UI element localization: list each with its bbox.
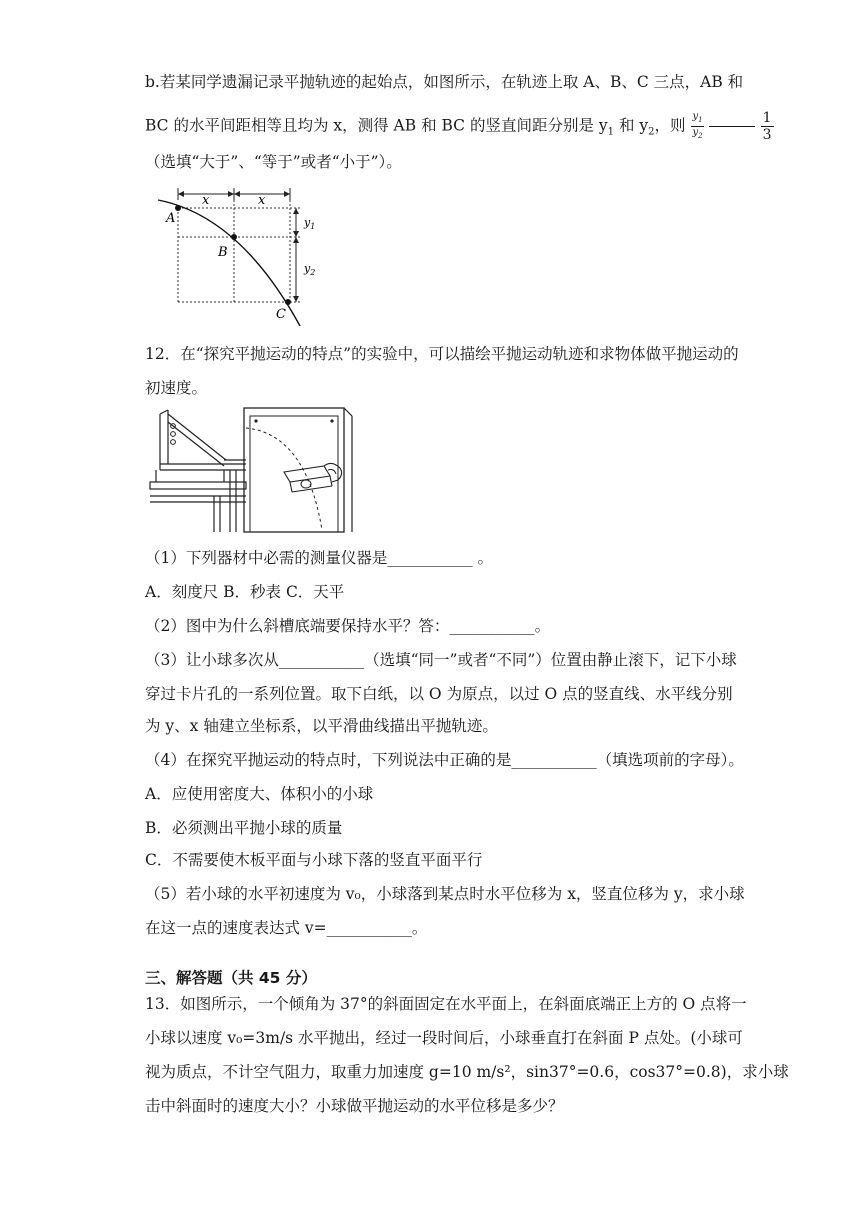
q12-sub-3-line-1: （3）让小球多次从___________（选填“同一”或者“不同”）位置由静止滚下，记下小球 <box>145 651 737 669</box>
ratio-denominator: $y_2$ <box>692 127 703 140</box>
q12-sub-5-line-1: （5）若小球的水平初速度为 v₀，小球落到某点时水平位移为 x，竖直位移为 y，求小球 <box>145 885 745 903</box>
point-b-label: B <box>218 245 228 260</box>
ratio-numerator: $y_1$ <box>691 111 703 127</box>
q12-sub-4-option-b: B．必须测出平抛小球的质量 <box>145 819 343 837</box>
q12-sub-5-line-2: 在这一点的速度表达式 v=___________。 <box>145 919 428 937</box>
ratio-fraction <box>691 111 703 142</box>
label-x2: x <box>258 193 266 208</box>
q11b-line-1: b.若某同学遗漏记录平抛轨迹的起始点，如图所示，在轨迹上取 A、B、C 三点，AB 和 <box>145 73 744 91</box>
label-x1: x <box>202 193 210 208</box>
q12-sub-4: （4）在探究平抛运动的特点时，下列说法中正确的是___________（填选项前的字母）。 <box>145 751 744 769</box>
q11b-line-2-then: ，则 <box>654 116 686 135</box>
q12-line-1: 12．在“探究平抛运动的特点”的实验中，可以描绘平抛运动轨迹和求物体做平抛运动的 <box>145 345 739 363</box>
section-3-heading: 三、解答题（共 45 分） <box>145 969 317 987</box>
one-third-numerator: 1 <box>762 110 772 126</box>
q13-line-2: 小球以速度 v₀=3m/s 水平抛出，经过一段时间后，小球垂直打在斜面 P 点处。(小球可 <box>145 1029 743 1047</box>
one-third-denominator: 3 <box>762 127 772 143</box>
q11b-sub-2: 2 <box>648 126 655 138</box>
q11b-line-2 <box>145 110 774 143</box>
q13-line-4: 击中斜面时的速度大小？小球做平抛运动的水平位移是多少？ <box>145 1097 564 1115</box>
point-a-label: A <box>166 211 176 226</box>
label-y1: $y_1$ <box>304 216 316 231</box>
q12-sub-2: （2）图中为什么斜槽底端要保持水平？答：___________。 <box>145 617 551 635</box>
answer-blank-ratio[interactable] <box>709 126 755 127</box>
q12-sub-4-option-a: A．应使用密度大、体积小的小球 <box>145 785 374 803</box>
one-third-fraction <box>761 110 774 143</box>
q13-line-3: 视为质点，不计空气阻力，取重力加速度 g=10 m/s²，sin37°=0.6，cos37°=0.8)，求小球 <box>145 1063 789 1081</box>
q12-sub-3-line-2: 穿过卡片孔的一系列位置。取下白纸，以 O 为原点，以过 O 点的竖直线、水平线分别 <box>145 685 733 703</box>
trajectory-figure <box>150 186 330 326</box>
q11b-line-2-prefix: BC 的水平间距相等且均为 x，测得 AB 和 BC 的竖直间距分别是 y <box>145 116 608 135</box>
apparatus-figure <box>146 404 361 534</box>
q11b-line-2-mid: 和 y <box>614 116 649 135</box>
q11b-sub-1: 1 <box>607 126 615 138</box>
label-y2: $y_2$ <box>304 262 316 277</box>
q11b-line-3: （选填“大于”、“等于”或者“小于”）。 <box>145 153 402 171</box>
q12-line-2: 初速度。 <box>145 379 208 397</box>
q12-sub-1-options: A．刻度尺 B．秒表 C．天平 <box>145 583 345 601</box>
q13-line-1: 13．如图所示，一个倾角为 37°的斜面固定在水平面上，在斜面底端正上方的 O 点将一 <box>145 995 747 1013</box>
q12-sub-1: （1）下列器材中必需的测量仪器是___________ 。 <box>145 549 494 567</box>
point-c-label: C <box>276 307 286 322</box>
q12-sub-3-line-3: 为 y、x 轴建立坐标系，以平滑曲线描出平抛轨迹。 <box>145 717 498 735</box>
q12-sub-4-option-c: C．不需要使木板平面与小球下落的竖直平面平行 <box>145 851 483 869</box>
